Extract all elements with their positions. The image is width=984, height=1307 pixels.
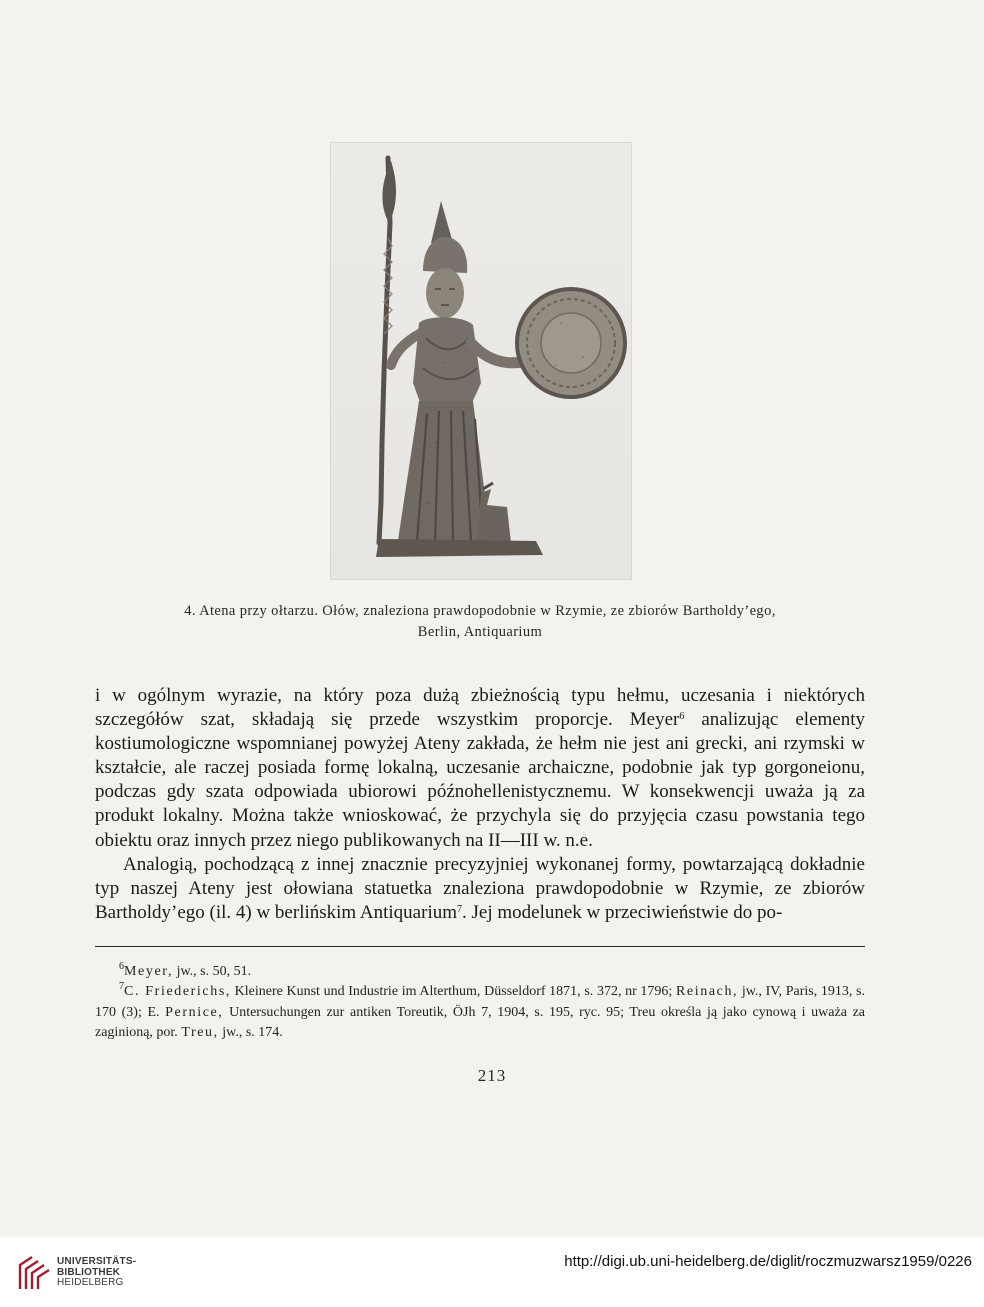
figure-caption-line-1: 4. Atena przy ołtarzu. Ołów, znaleziona prawdopodobnie w Rzymie, ze zbiorów Bartholdy’ego, xyxy=(184,603,776,619)
altar xyxy=(477,489,511,545)
body-paragraph-1 xyxy=(95,684,865,853)
altar-top xyxy=(483,483,493,489)
logo-line-2: BIBLIOTHEK xyxy=(57,1266,121,1278)
footnote-7 xyxy=(95,982,865,1044)
footnote-7-text-b: jw., IV, Paris, 1913, s. 170 (3); E. xyxy=(95,984,865,1020)
footnote-7-number: 7 xyxy=(119,981,124,992)
athena-statuette-image xyxy=(331,143,631,579)
para1-text-a: i w ogólnym wyrazie, na który poza dużą zbieżnością typu hełmu, uczesania i niektórych szczegółów szat, składają się przede wszystkim proporcje. Meyer xyxy=(95,685,865,731)
helmet-crest xyxy=(431,201,453,243)
torso xyxy=(413,317,481,405)
footnote-7-text-d: jw., s. 174. xyxy=(218,1025,283,1040)
spear-head xyxy=(382,161,396,223)
skirt xyxy=(397,401,491,547)
footnote-7-text-a: Kleinere Kunst und Industrie im Alterthum, Düsseldorf 1871, s. 372, nr 1796; xyxy=(230,984,676,999)
page-number: 213 xyxy=(477,1066,507,1085)
footnote-6-number: 6 xyxy=(119,961,124,972)
footnote-divider xyxy=(95,946,865,947)
para2-text-b: . Jej modelunek w przeciwieństwie do po- xyxy=(462,902,783,924)
footnote-7-author-reinach: Reinach, xyxy=(675,984,739,999)
figure-caption-line-2: Berlin, Antiquarium xyxy=(417,624,543,640)
para1-text-b: analizując elementy kostiumologiczne wspomnianej powyżej Ateny zakłada, że hełm nie jest ani grecki, ani rzymski w kształcie, ale raczej posiada formę lokalną, uczesanie archaiczne, podobnie jak typ gorgoneionu, podczas gdy szata odpowiada ubiorowi późnohellenistycznemu. W konsekwencji uważa ją za produkt lokalny. Można także wnioskować, że przychyla się do przyjęcia czasu powstania tego obiektu oraz innych przez niego publikowanych na II—III w. n.e. xyxy=(95,709,865,851)
footnote-ref-6: 6 xyxy=(679,711,685,723)
footnote-7-author-friederichs: C. Friederichs, xyxy=(124,984,231,999)
footnote-7-text-c: Untersuchungen zur antiken Toreutik, ÖJh 7, 1904, s. 195, ryc. 95; Treu określa ją jako cynową i uważa za zaginioną, por. xyxy=(95,1004,865,1040)
source-url-link[interactable]: http://digi.ub.uni-heidelberg.de/diglit/roczmuzwarsz1959/0226 xyxy=(564,1253,972,1270)
footnote-7-author-treu: Treu, xyxy=(181,1025,219,1040)
library-footer xyxy=(0,1237,984,1307)
heidelberg-library-logo-icon xyxy=(16,1253,52,1293)
footnote-6-author: Meyer, xyxy=(124,964,174,979)
figure-athena-statuette xyxy=(330,142,632,580)
head xyxy=(426,268,464,318)
statuette-base xyxy=(376,539,543,557)
logo-line-1: UNIVERSITÄTS- xyxy=(57,1256,137,1267)
para2-text-a: Analogią, pochodzącą z innej znacznie precyzyjniej wykonanej formy, powtarzającą dokładnie typ naszej Ateny jest ołowiana statuetka znaleziona prawdopodobnie w Rzymie, ze zbiorów Bartholdy’ego (il. 4) w berlińskim Antiquarium xyxy=(95,854,865,924)
footnote-7-author-pernice: Pernice, xyxy=(165,1004,224,1020)
body-paragraph-2 xyxy=(95,853,865,925)
footnote-6 xyxy=(95,962,865,983)
shield-center xyxy=(541,313,601,373)
footnote-6-text: jw., s. 50, 51. xyxy=(173,964,252,979)
footnote-ref-7: 7 xyxy=(457,904,463,916)
logo-line-3: HEIDELBERG xyxy=(57,1277,124,1288)
helmet xyxy=(423,237,467,273)
library-logo-text xyxy=(57,1257,136,1289)
logo-mark-strokes xyxy=(20,1257,49,1289)
